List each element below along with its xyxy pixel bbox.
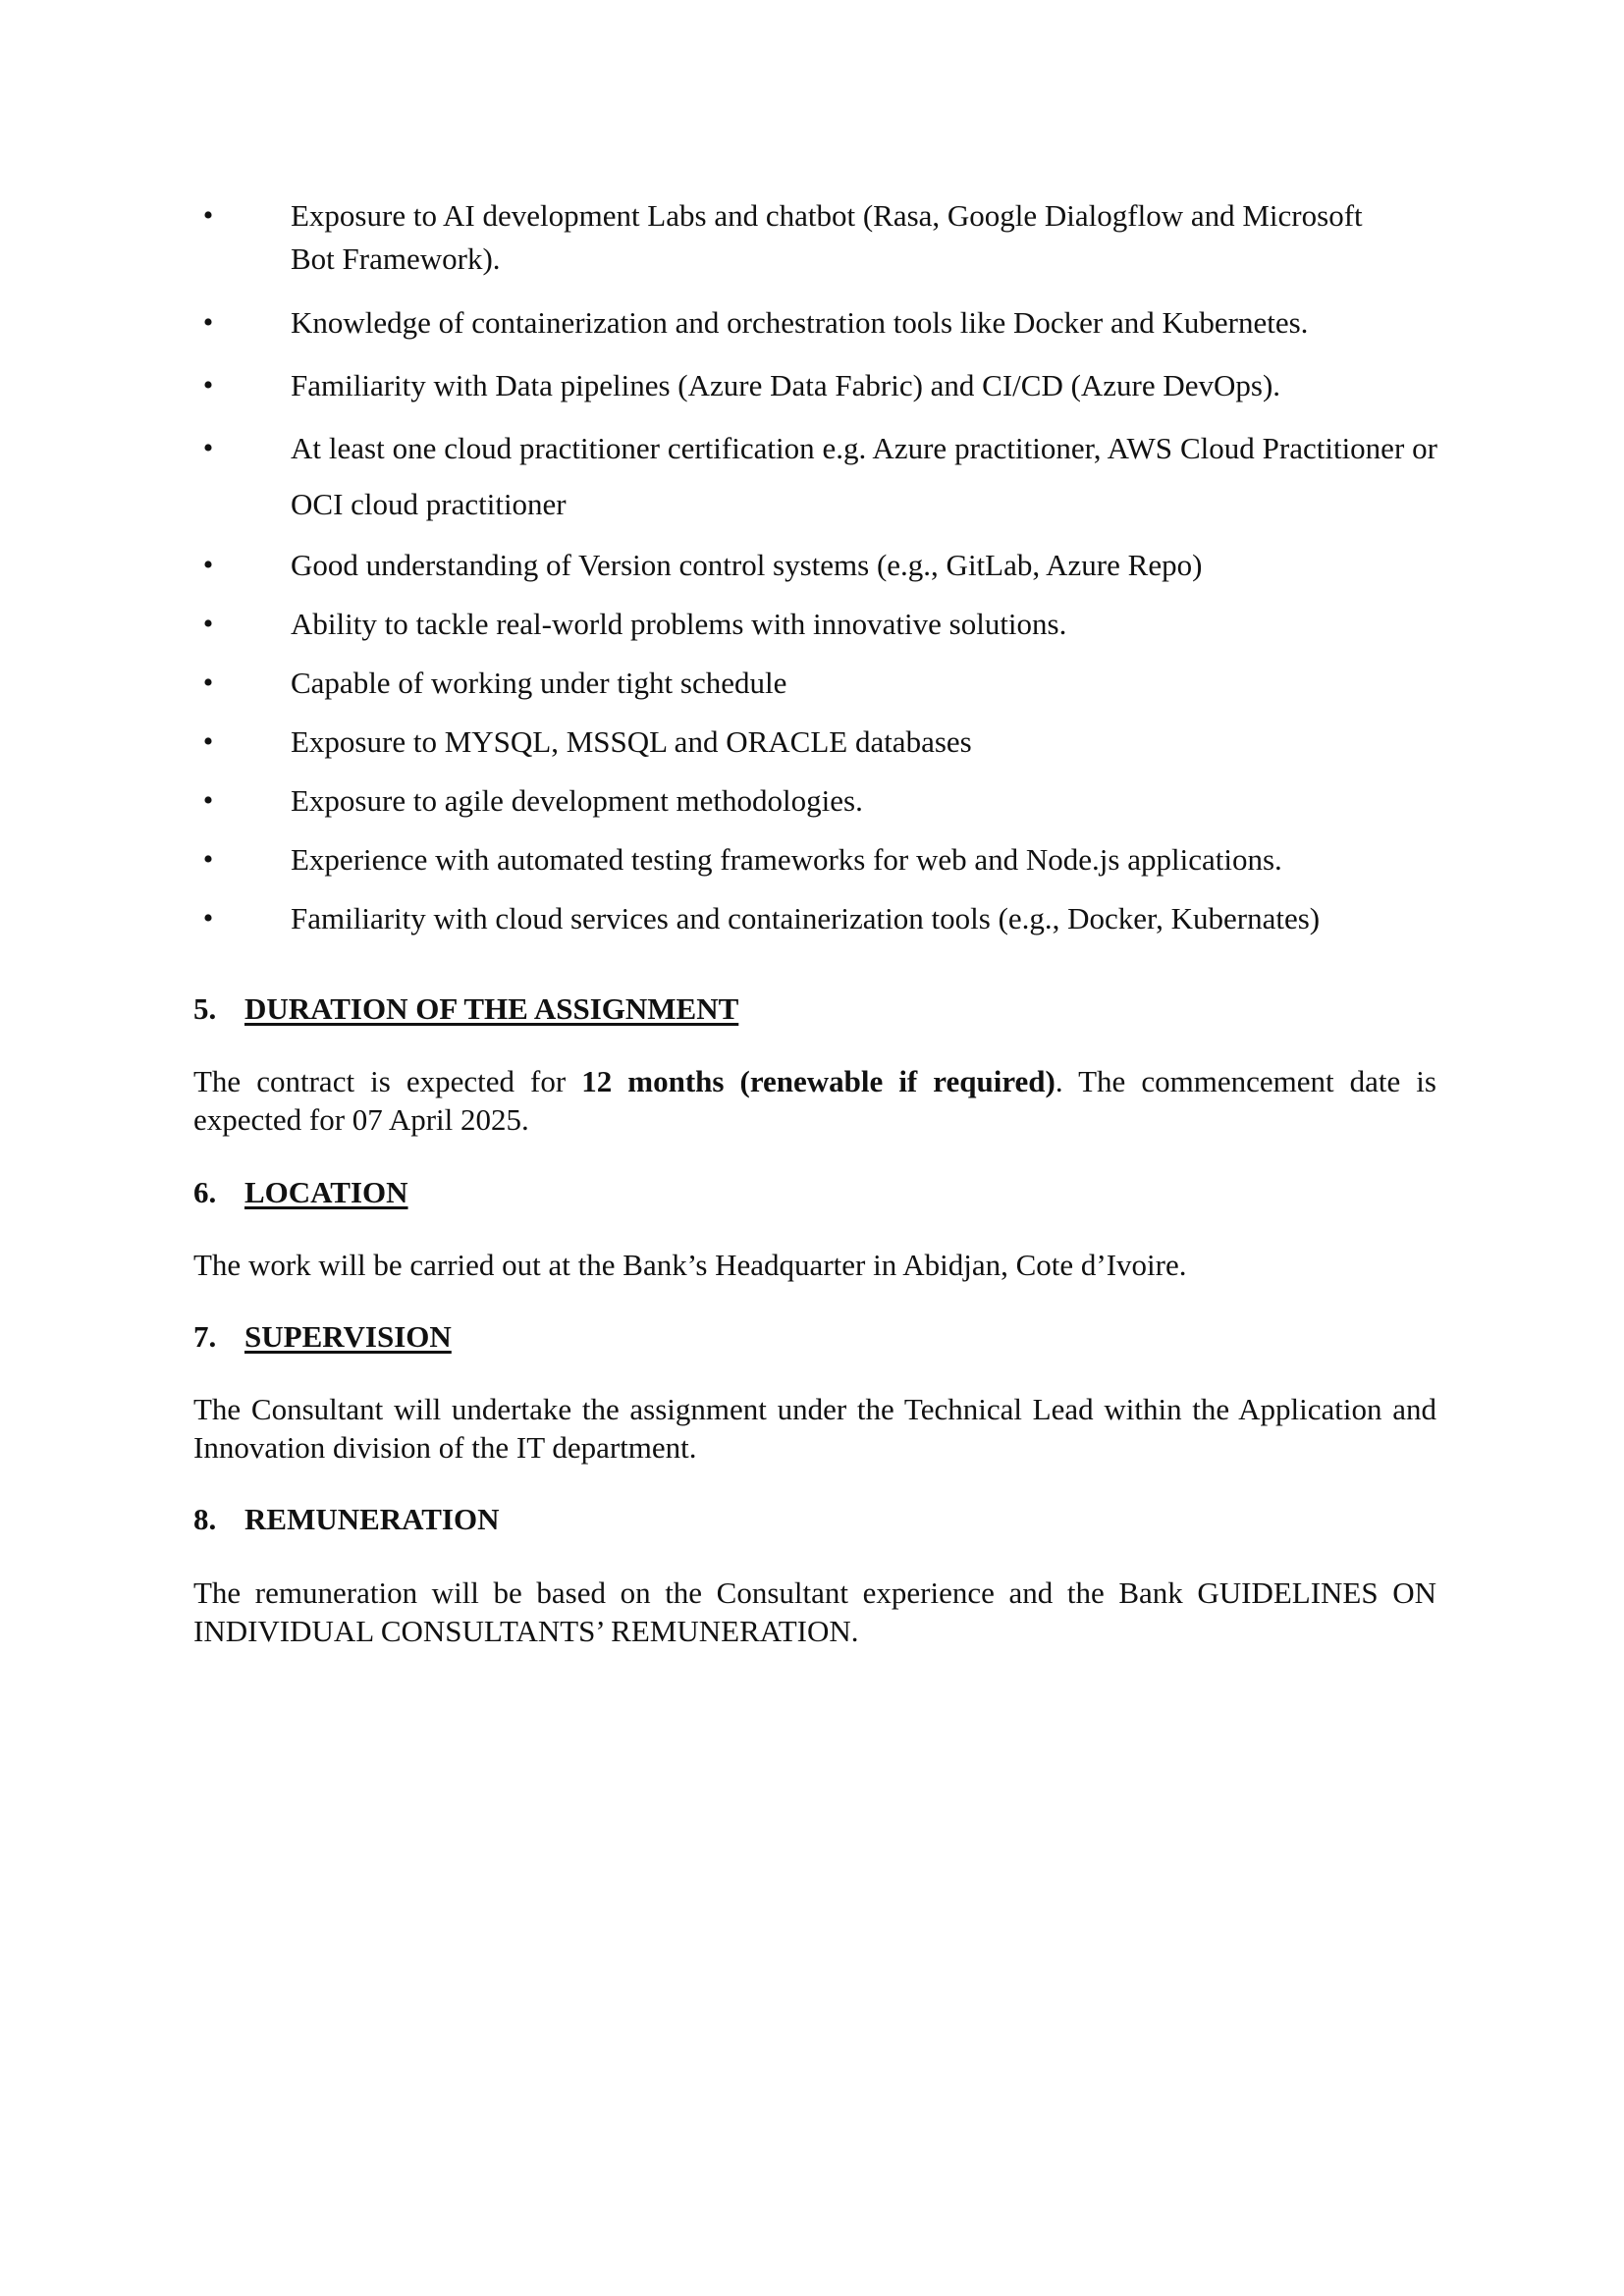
list-item-text: Good understanding of Version control systems (e.g., GitLab, Azure Repo) <box>291 548 1203 582</box>
list-item-text: At least one cloud practitioner certification e.g. Azure practitioner, AWS Cloud Practitioner or OCI cloud practitioner <box>291 431 1437 521</box>
list-item <box>202 779 1437 823</box>
list-item <box>202 721 1437 764</box>
list-item <box>202 301 1437 345</box>
list-item <box>202 662 1437 705</box>
section-heading-duration <box>193 989 738 1029</box>
section-title: REMUNERATION <box>244 1502 500 1536</box>
list-item <box>202 364 1437 407</box>
duration-paragraph <box>193 1062 1436 1139</box>
bullet-icon: • <box>202 306 214 339</box>
section-title: LOCATION <box>244 1175 408 1209</box>
location-paragraph: The work will be carried out at the Bank’s Headquarter in Abidjan, Cote d’Ivoire. <box>193 1248 1187 1282</box>
bullet-icon: • <box>202 199 214 232</box>
duration-text-start: The contract is expected for <box>193 1064 582 1098</box>
list-item <box>202 420 1437 532</box>
list-item <box>202 603 1437 646</box>
duration-text-end: . The commencement date is expected for 07 April 2025. <box>193 1064 1436 1137</box>
section-heading-location <box>193 1173 408 1212</box>
bullet-icon: • <box>202 608 214 640</box>
list-item-text: Familiarity with Data pipelines (Azure Data Fabric) and CI/CD (Azure DevOps). <box>291 368 1281 402</box>
list-item-text: Knowledge of containerization and orchestration tools like Docker and Kubernetes. <box>291 305 1309 340</box>
duration-text-bold: 12 months (renewable if required) <box>581 1064 1056 1098</box>
section-number: 5. <box>193 991 217 1026</box>
list-item <box>202 194 1437 281</box>
list-item-text: Ability to tackle real-world problems with innovative solutions. <box>291 607 1067 641</box>
remuneration-paragraph: The remuneration will be based on the Consultant experience and the Bank GUIDELINES ON INDIVIDUAL CONSULTANTS’ REMUNERATION. <box>193 1575 1436 1648</box>
bullet-icon: • <box>202 902 214 934</box>
section-title: DURATION OF THE ASSIGNMENT <box>244 991 739 1026</box>
list-item <box>202 544 1437 587</box>
section-number: 7. <box>193 1319 217 1354</box>
section-number: 6. <box>193 1175 217 1209</box>
bullet-icon: • <box>202 667 214 699</box>
list-item-text: Exposure to MYSQL, MSSQL and ORACLE databases <box>291 724 972 759</box>
bullet-icon: • <box>202 784 214 817</box>
bullet-icon: • <box>202 549 214 581</box>
list-item-text: Familiarity with cloud services and containerization tools (e.g., Docker, Kubernates) <box>291 901 1321 935</box>
supervision-paragraph: The Consultant will undertake the assignment under the Technical Lead within the Application and Innovation division of the IT department. <box>193 1392 1436 1465</box>
list-item <box>202 897 1437 940</box>
list-item-text: Experience with automated testing frameworks for web and Node.js applications. <box>291 842 1282 877</box>
list-item-text: Exposure to agile development methodologies. <box>291 783 863 818</box>
section-heading-remuneration <box>193 1500 500 1539</box>
section-number: 8. <box>193 1502 217 1536</box>
bullet-icon: • <box>202 725 214 758</box>
section-heading-supervision <box>193 1317 452 1357</box>
bullet-icon: • <box>202 369 214 401</box>
bullet-icon: • <box>202 432 214 464</box>
list-item-text: Exposure to AI development Labs and chatbot (Rasa, Google Dialogflow and Microsoft Bot Framework). <box>291 198 1363 276</box>
list-item <box>202 838 1437 881</box>
section-title: SUPERVISION <box>244 1319 452 1354</box>
list-item-text: Capable of working under tight schedule <box>291 666 787 700</box>
bullet-icon: • <box>202 843 214 876</box>
